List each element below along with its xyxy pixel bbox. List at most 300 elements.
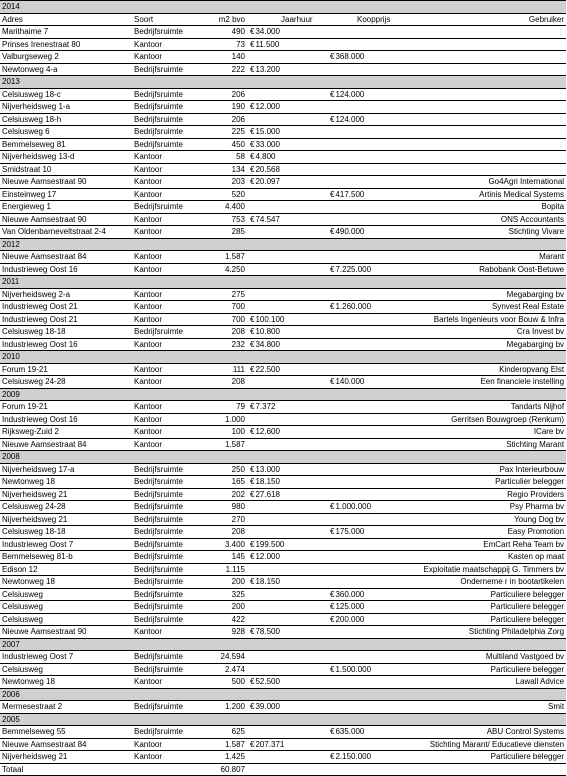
cell-koopprijs [327, 676, 409, 689]
table-row [0, 63, 566, 76]
cell-jaarhuur [247, 438, 327, 451]
year-label: 2014 [0, 1, 566, 14]
currency-symbol: € [250, 552, 255, 562]
cell-soort: Kantoor [132, 676, 202, 689]
cell-soort: Bedrijfsruimte [132, 126, 202, 139]
cell-koopprijs-value: 124.000 [335, 89, 365, 99]
cell-koopprijs [327, 613, 409, 626]
cell-koopprijs [327, 126, 409, 139]
cell-koopprijs [327, 313, 409, 326]
cell-jaarhuur [247, 751, 327, 764]
currency-symbol: € [250, 214, 255, 224]
year-label: 2006 [0, 688, 566, 701]
currency-symbol: € [330, 527, 335, 537]
cell-m2: 1.115 [202, 563, 247, 576]
cell-jaarhuur [247, 726, 327, 739]
cell-adres: Forum 19-21 [0, 401, 132, 414]
cell-m2: 134 [202, 163, 247, 176]
cell-jaarhuur-value: 22.500 [255, 364, 280, 374]
currency-symbol: € [330, 664, 335, 674]
cell-adres: Edison 12 [0, 563, 132, 576]
cell-soort: Kantoor [132, 163, 202, 176]
cell-soort: Kantoor [132, 751, 202, 764]
cell-gebruiker [409, 138, 566, 151]
currency-symbol: € [250, 539, 255, 549]
table-row [0, 501, 566, 514]
cell-jaarhuur [247, 338, 327, 351]
currency-symbol: € [250, 102, 255, 112]
cell-soort: Kantoor [132, 738, 202, 751]
cell-koopprijs [327, 601, 409, 614]
cell-m2: 1.587 [202, 738, 247, 751]
cell-jaarhuur [247, 738, 327, 751]
cell-soort: Bedrijfsruimte [132, 601, 202, 614]
cell-jaarhuur-value: 11.500 [255, 39, 280, 49]
cell-soort: Kantoor [132, 226, 202, 239]
currency-symbol: € [250, 139, 255, 149]
cell-koopprijs [327, 501, 409, 514]
table-row [0, 751, 566, 764]
cell-m2: 325 [202, 588, 247, 601]
cell-gebruiker: Rabobank Oost-Betuwe [409, 263, 566, 276]
cell-soort: Bedrijfsruimte [132, 63, 202, 76]
cell-koopprijs-value: 175.000 [335, 527, 365, 537]
cell-m2: 200 [202, 601, 247, 614]
cell-gebruiker: Particuliere belegger [409, 663, 566, 676]
cell-koopprijs [327, 401, 409, 414]
cell-m2: 24.594 [202, 651, 247, 664]
currency-symbol: € [250, 427, 255, 437]
currency-symbol: € [250, 39, 255, 49]
year-label: 2012 [0, 238, 566, 251]
currency-symbol: € [250, 127, 255, 137]
cell-m2: 285 [202, 226, 247, 239]
cell-jaarhuur [247, 288, 327, 301]
cell-adres: Valburgseweg 2 [0, 51, 132, 64]
currency-symbol: € [330, 189, 335, 199]
cell-koopprijs [327, 151, 409, 164]
table-row [0, 26, 566, 39]
cell-soort: Kantoor [132, 288, 202, 301]
cell-koopprijs [327, 263, 409, 276]
cell-m2: 58 [202, 151, 247, 164]
cell-jaarhuur [247, 113, 327, 126]
cell-m2: 1.425 [202, 751, 247, 764]
currency-symbol: € [250, 27, 255, 37]
cell-koopprijs-value: 490.000 [335, 227, 365, 237]
cell-koopprijs [327, 226, 409, 239]
cell-adres: Nieuwe Aamsestraat 84 [0, 251, 132, 264]
cell-gebruiker: EmCart Reha Team bv [409, 538, 566, 551]
cell-jaarhuur [247, 363, 327, 376]
cell-soort: Kantoor [132, 338, 202, 351]
cell-jaarhuur [247, 251, 327, 264]
currency-symbol: € [250, 152, 255, 162]
cell-adres: Bemmelseweg 55 [0, 726, 132, 739]
total-label: Totaal [0, 763, 132, 776]
cell-gebruiker: ABU Control Systems [409, 726, 566, 739]
cell-jaarhuur [247, 576, 327, 589]
cell-adres: Rijksweg-Zuid 2 [0, 426, 132, 439]
cell-m2: 1.587 [202, 438, 247, 451]
cell-adres: Industrieweg Oost 16 [0, 413, 132, 426]
cell-jaarhuur-value: 12.600 [255, 427, 280, 437]
total-empty-soort [132, 763, 202, 776]
cell-koopprijs [327, 563, 409, 576]
cell-jaarhuur-value: 199.500 [255, 539, 285, 549]
table-row [0, 101, 566, 114]
cell-gebruiker: Particuliere belegger [409, 588, 566, 601]
cell-soort: Bedrijfsruimte [132, 138, 202, 151]
header-m2: m2 bvo [202, 13, 247, 26]
cell-jaarhuur [247, 651, 327, 664]
cell-adres: Celsiusweg [0, 613, 132, 626]
cell-koopprijs [327, 488, 409, 501]
year-header-row [0, 238, 566, 251]
cell-gebruiker [409, 51, 566, 64]
table-row [0, 526, 566, 539]
cell-jaarhuur [247, 313, 327, 326]
cell-gebruiker [409, 163, 566, 176]
currency-symbol: € [330, 589, 335, 599]
cell-soort: Kantoor [132, 38, 202, 51]
cell-jaarhuur-value: 34.000 [255, 27, 280, 37]
currency-symbol: € [330, 377, 335, 387]
currency-symbol: € [330, 302, 335, 312]
table-row [0, 188, 566, 201]
year-header-row [0, 1, 566, 14]
header-soort: Soort [132, 13, 202, 26]
cell-jaarhuur-value: 18.150 [255, 577, 280, 587]
year-label: 2011 [0, 276, 566, 289]
table-row [0, 201, 566, 214]
cell-koopprijs-value: 2.150.000 [335, 752, 372, 762]
table-row [0, 438, 566, 451]
cell-m2: 165 [202, 476, 247, 489]
cell-adres: Nijverheidsweg 21 [0, 751, 132, 764]
table-row [0, 88, 566, 101]
cell-m2: 2.474 [202, 663, 247, 676]
cell-soort: Kantoor [132, 376, 202, 389]
cell-gebruiker: Lawall Advice [409, 676, 566, 689]
cell-adres: Prinses Irenestraat 80 [0, 38, 132, 51]
cell-koopprijs [327, 588, 409, 601]
cell-jaarhuur-value: 33.000 [255, 139, 280, 149]
cell-m2: 4.250 [202, 263, 247, 276]
cell-gebruiker: Cra Invest bv [409, 326, 566, 339]
cell-gebruiker: Stichting Vivare [409, 226, 566, 239]
year-label: 2009 [0, 388, 566, 401]
cell-gebruiker: Young Dog bv [409, 513, 566, 526]
cell-jaarhuur-value: 20.097 [255, 177, 280, 187]
cell-gebruiker: Pax Interieurbouw [409, 463, 566, 476]
cell-adres: Smidstraat 10 [0, 163, 132, 176]
cell-m2: 700 [202, 313, 247, 326]
table-row [0, 413, 566, 426]
cell-koopprijs [327, 551, 409, 564]
cell-soort: Bedrijfsruimte [132, 101, 202, 114]
year-header-row [0, 388, 566, 401]
cell-m2: 422 [202, 613, 247, 626]
cell-jaarhuur [247, 201, 327, 214]
cell-soort: Kantoor [132, 626, 202, 639]
currency-symbol: € [250, 64, 255, 74]
cell-m2: 222 [202, 63, 247, 76]
cell-gebruiker: Bartels Ingenieurs voor Bouw & Infra [409, 313, 566, 326]
cell-adres: Celsiusweg 6 [0, 126, 132, 139]
cell-m2: 145 [202, 551, 247, 564]
cell-jaarhuur [247, 301, 327, 314]
total-empty-gebruiker [409, 763, 566, 776]
cell-adres: Industrieweg Oost 21 [0, 313, 132, 326]
table-row [0, 426, 566, 439]
cell-jaarhuur [247, 501, 327, 514]
currency-symbol: € [250, 314, 255, 324]
cell-soort: Kantoor [132, 401, 202, 414]
cell-gebruiker: Marant [409, 251, 566, 264]
cell-gebruiker: ONS Accountants [409, 213, 566, 226]
cell-soort: Bedrijfsruimte [132, 26, 202, 39]
cell-gebruiker: Kinderopvang Elst [409, 363, 566, 376]
cell-koopprijs [327, 38, 409, 51]
cell-m2: 111 [202, 363, 247, 376]
cell-m2: 1.587 [202, 251, 247, 264]
header-adres: Adres [0, 13, 132, 26]
cell-adres: Nijverheidsweg 17-a [0, 463, 132, 476]
cell-gebruiker: Onderneme r in bootartikelen [409, 576, 566, 589]
cell-gebruiker: Synvest Real Estate [409, 301, 566, 314]
cell-gebruiker: Easy Promotion [409, 526, 566, 539]
cell-m2: 232 [202, 338, 247, 351]
cell-adres: Newtonweg 18 [0, 576, 132, 589]
cell-m2: 202 [202, 488, 247, 501]
cell-m2: 275 [202, 288, 247, 301]
cell-jaarhuur [247, 601, 327, 614]
cell-m2: 450 [202, 138, 247, 151]
currency-symbol: € [330, 752, 335, 762]
cell-koopprijs-value: 200.000 [335, 614, 365, 624]
cell-m2: 225 [202, 126, 247, 139]
cell-jaarhuur [247, 51, 327, 64]
cell-jaarhuur [247, 476, 327, 489]
table-row [0, 288, 566, 301]
cell-gebruiker: Particuliere belegger [409, 613, 566, 626]
currency-symbol: € [250, 402, 255, 412]
cell-m2: 208 [202, 376, 247, 389]
currency-symbol: € [330, 614, 335, 624]
cell-jaarhuur-value: 20.568 [255, 164, 280, 174]
table-row [0, 263, 566, 276]
cell-jaarhuur-value: 13.200 [255, 64, 280, 74]
cell-soort: Bedrijfsruimte [132, 88, 202, 101]
currency-symbol: € [250, 702, 255, 712]
cell-gebruiker: Particulier belegger [409, 476, 566, 489]
year-header-row [0, 688, 566, 701]
cell-soort: Bedrijfsruimte [132, 651, 202, 664]
cell-m2: 208 [202, 526, 247, 539]
cell-adres: Nieuwe Aamsestraat 90 [0, 213, 132, 226]
table-row [0, 701, 566, 714]
cell-jaarhuur [247, 151, 327, 164]
cell-jaarhuur [247, 538, 327, 551]
table-row [0, 151, 566, 164]
cell-soort: Bedrijfsruimte [132, 726, 202, 739]
cell-koopprijs-value: 124.000 [335, 114, 365, 124]
table-row [0, 401, 566, 414]
year-label: 2013 [0, 76, 566, 89]
cell-soort: Bedrijfsruimte [132, 501, 202, 514]
currency-symbol: € [250, 327, 255, 337]
table-row [0, 738, 566, 751]
cell-gebruiker: Kasten op maat [409, 551, 566, 564]
cell-koopprijs [327, 363, 409, 376]
column-header-row [0, 13, 566, 26]
currency-symbol: € [330, 89, 335, 99]
table-row [0, 376, 566, 389]
header-gebruiker: Gebruiker [409, 13, 566, 26]
cell-soort: Bedrijfsruimte [132, 551, 202, 564]
currency-symbol: € [250, 739, 255, 749]
cell-koopprijs [327, 726, 409, 739]
total-row [0, 763, 566, 776]
total-empty-huur [247, 763, 327, 776]
cell-jaarhuur [247, 676, 327, 689]
table-row [0, 676, 566, 689]
cell-koopprijs-value: 7.225.000 [335, 264, 372, 274]
cell-jaarhuur-value: 39.000 [255, 702, 280, 712]
year-label: 2008 [0, 451, 566, 464]
cell-koopprijs [327, 301, 409, 314]
cell-jaarhuur [247, 126, 327, 139]
cell-soort: Kantoor [132, 438, 202, 451]
cell-m2: 4.400 [202, 201, 247, 214]
table-row [0, 338, 566, 351]
cell-jaarhuur-value: 207.371 [255, 739, 285, 749]
cell-koopprijs [327, 213, 409, 226]
currency-symbol: € [250, 489, 255, 499]
cell-adres: Bemmelseweg 81 [0, 138, 132, 151]
currency-symbol: € [330, 602, 335, 612]
cell-adres: Celsiusweg 18-18 [0, 526, 132, 539]
cell-koopprijs [327, 188, 409, 201]
table-row [0, 588, 566, 601]
currency-symbol: € [330, 502, 335, 512]
cell-jaarhuur [247, 376, 327, 389]
cell-jaarhuur [247, 401, 327, 414]
cell-jaarhuur [247, 663, 327, 676]
cell-m2: 625 [202, 726, 247, 739]
cell-m2: 206 [202, 113, 247, 126]
cell-m2: 490 [202, 26, 247, 39]
cell-koopprijs-value: 140.000 [335, 377, 365, 387]
table-row [0, 626, 566, 639]
cell-jaarhuur [247, 38, 327, 51]
cell-gebruiker: Particuliere belegger [409, 601, 566, 614]
cell-m2: 190 [202, 101, 247, 114]
cell-koopprijs-value: 360.000 [335, 589, 365, 599]
cell-m2: 700 [202, 301, 247, 314]
cell-gebruiker: Stichting Philadelphia Zorg [409, 626, 566, 639]
table-row [0, 563, 566, 576]
cell-m2: 270 [202, 513, 247, 526]
table-row [0, 126, 566, 139]
cell-jaarhuur [247, 426, 327, 439]
cell-gebruiker [409, 151, 566, 164]
table-row [0, 726, 566, 739]
cell-koopprijs [327, 138, 409, 151]
table-row [0, 551, 566, 564]
cell-koopprijs [327, 288, 409, 301]
currency-symbol: € [330, 264, 335, 274]
cell-koopprijs [327, 751, 409, 764]
cell-soort: Bedrijfsruimte [132, 526, 202, 539]
year-header-row [0, 76, 566, 89]
total-empty-koop [327, 763, 409, 776]
cell-jaarhuur-value: 18.150 [255, 477, 280, 487]
cell-koopprijs [327, 438, 409, 451]
cell-gebruiker: Tandarts Nijhof [409, 401, 566, 414]
cell-koopprijs-value: 1.260.000 [335, 302, 372, 312]
cell-koopprijs [327, 426, 409, 439]
year-header-row [0, 713, 566, 726]
cell-koopprijs [327, 201, 409, 214]
cell-jaarhuur-value: 15.000 [255, 127, 280, 137]
cell-koopprijs-value: 1.000.000 [335, 502, 372, 512]
table-row [0, 226, 566, 239]
table-row [0, 301, 566, 314]
cell-m2: 140 [202, 51, 247, 64]
cell-adres: Van Oldenbarneveltstraat 2-4 [0, 226, 132, 239]
cell-gebruiker: Exploitatie maatschappij G. Timmers bv [409, 563, 566, 576]
table-row [0, 38, 566, 51]
cell-gebruiker: Go4Agri International [409, 176, 566, 189]
cell-jaarhuur [247, 88, 327, 101]
cell-adres: Nijverheidsweg 21 [0, 488, 132, 501]
cell-adres: Nijverheidsweg 2-a [0, 288, 132, 301]
cell-m2: 520 [202, 188, 247, 201]
cell-m2: 208 [202, 326, 247, 339]
cell-soort: Bedrijfsruimte [132, 701, 202, 714]
cell-m2: 980 [202, 501, 247, 514]
cell-jaarhuur [247, 163, 327, 176]
cell-jaarhuur-value: 12.000 [255, 102, 280, 112]
cell-koopprijs [327, 538, 409, 551]
cell-m2: 928 [202, 626, 247, 639]
cell-m2: 79 [202, 401, 247, 414]
cell-koopprijs [327, 163, 409, 176]
currency-symbol: € [250, 339, 255, 349]
cell-adres: Celsiusweg [0, 663, 132, 676]
cell-jaarhuur [247, 701, 327, 714]
cell-soort: Bedrijfsruimte [132, 563, 202, 576]
cell-gebruiker: Particuliere belegger [409, 751, 566, 764]
year-label: 2010 [0, 351, 566, 364]
currency-symbol: € [250, 177, 255, 187]
cell-soort: Kantoor [132, 51, 202, 64]
cell-m2: 500 [202, 676, 247, 689]
currency-symbol: € [330, 52, 335, 62]
currency-symbol: € [250, 364, 255, 374]
cell-gebruiker: Smit [409, 701, 566, 714]
cell-adres: Industrieweg Oost 7 [0, 538, 132, 551]
cell-adres: Mermesestraat 2 [0, 701, 132, 714]
cell-gebruiker: Gerritsen Bouwgroep (Renkum) [409, 413, 566, 426]
year-header-row [0, 276, 566, 289]
cell-koopprijs [327, 513, 409, 526]
year-label: 2005 [0, 713, 566, 726]
cell-adres: Forum 19-21 [0, 363, 132, 376]
cell-gebruiker [409, 26, 566, 39]
